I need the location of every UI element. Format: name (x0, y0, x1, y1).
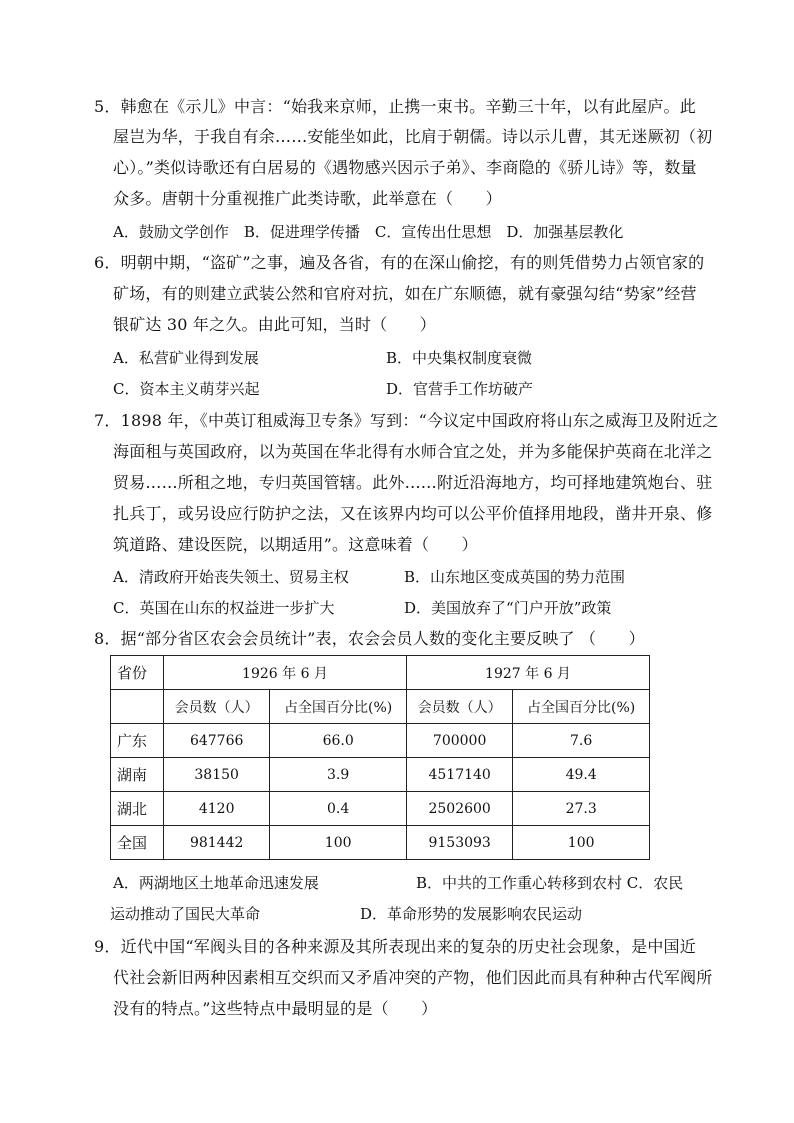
table-subheader-members-1926: 会员数（人） (164, 690, 270, 724)
table-row (111, 826, 650, 860)
table-cell: 4517140 (406, 758, 512, 792)
q5-line-4: 众多。唐朝十分重视推广此类诗歌，此举意在（ ） (113, 189, 502, 208)
q7-line-5: 筑道路、建设医院，以期适用”。这意味着（ ） (113, 535, 478, 554)
table-cell-province: 湖北 (111, 792, 164, 826)
table-cell: 27.3 (513, 792, 650, 826)
q7-line-1: 7．1898 年，《中英订租威海卫专条》写到：“今议定中国政府将山东之威海卫及附近之 (94, 411, 719, 430)
q6-option-a: A．私营矿业得到发展 (113, 349, 259, 367)
q5-options: A．鼓励文学创作 B．促进理学传播 C．宣传出仕思想 D．加强基层教化 (113, 223, 624, 241)
table-cell: 100 (513, 826, 650, 860)
q8-option-a: A．两湖地区土地革命迅速发展 (113, 874, 319, 892)
q9-line-3: 没有的特点。”这些特点中最明显的是（ ） (113, 999, 438, 1018)
table-header-province: 省份 (111, 656, 164, 690)
member-stats-table (110, 655, 650, 860)
q6-option-c: C．资本主义萌芽兴起 (113, 380, 260, 398)
q8-option-d: D．革命形势的发展影响农民运动 (360, 905, 583, 923)
table-cell: 100 (270, 826, 407, 860)
q6-line-2: 矿场，有的则建立武装公然和官府对抗，如在广东顺德，就有豪强勾结“势家”经营 (113, 284, 697, 303)
q7-line-4: 扎兵丁，或另设应行防护之法，又在该界内均可以公平价值择用地段，凿井开泉、修 (113, 504, 713, 523)
q6-line-1: 6．明朝中期，“盗矿”之事，遍及各省，有的在深山偷挖，有的则凭借势力占领官家的 (94, 253, 705, 272)
q5-line-1: 5．韩愈在《示儿》中言：“始我来京师，止携一束书。辛勤三十年，以有此屋庐。此 (94, 97, 696, 116)
table-row (111, 792, 650, 826)
q5-line-3: 心）。”类似诗歌还有白居易的《遇物感兴因示子弟》、李商隐的《骄儿诗》等，数量 (113, 158, 697, 177)
table-cell-province: 全国 (111, 826, 164, 860)
q7-option-a: A．清政府开始丧失领土、贸易主权 (113, 568, 349, 586)
table-cell-province: 湖南 (111, 758, 164, 792)
table-row (111, 724, 650, 758)
table-subheader-members-1927: 会员数（人） (406, 690, 512, 724)
q7-option-d: D．美国放弃了“门户开放”政策 (404, 599, 612, 617)
q6-option-b: B．中央集权制度衰微 (386, 349, 533, 367)
table-header-1927: 1927 年 6 月 (406, 656, 649, 690)
q9-line-2: 代社会新旧两种因素相互交织而又矛盾冲突的产物，他们因此而具有种种古代军阀所 (113, 968, 713, 987)
table-cell: 647766 (164, 724, 270, 758)
q8-option-c: 运动推动了国民大革命 (110, 905, 261, 923)
table-cell: 981442 (164, 826, 270, 860)
q5-line-2: 屋岂为华，于我自有余……安能坐如此，比肩于朝儒。诗以示儿曹，其无迷厥初（初 (113, 127, 713, 146)
table-cell: 4120 (164, 792, 270, 826)
table-header-1926: 1926 年 6 月 (164, 656, 407, 690)
table-cell: 2502600 (406, 792, 512, 826)
q7-line-2: 海面租与英国政府，以为英国在华北得有水师合宜之处，并为多能保护英商在北洋之 (113, 442, 713, 461)
q8-stem: 8．据“部分省区农会会员统计”表，农会会员人数的变化主要反映了 （ ） (94, 629, 645, 648)
table-cell: 38150 (164, 758, 270, 792)
table-subheader-percent-1926: 占全国百分比(%) (270, 690, 407, 724)
q8-option-b: B．中共的工作重心转移到农村 C．农民 (416, 874, 684, 892)
q6-option-d: D．官营手工作坊破产 (386, 380, 534, 398)
table-cell: 700000 (406, 724, 512, 758)
table-header-empty (111, 690, 164, 724)
table-cell: 66.0 (270, 724, 407, 758)
table-cell: 9153093 (406, 826, 512, 860)
table-cell: 0.4 (270, 792, 407, 826)
table-cell-province: 广东 (111, 724, 164, 758)
q7-line-3: 贸易……所租之地，专归英国管辖。此外……附近沿海地方，均可择地建筑炮台、驻 (113, 473, 713, 492)
q9-line-1: 9．近代中国“军阀头目的各种来源及其所表现出来的复杂的历史社会现象，是中国近 (94, 937, 696, 956)
table-cell: 7.6 (513, 724, 650, 758)
table-cell: 3.9 (270, 758, 407, 792)
q6-line-3: 银矿达 30 年之久。由此可知，当时（ ） (113, 315, 436, 334)
q7-option-c: C．英国在山东的权益进一步扩大 (113, 599, 335, 617)
table-row (111, 758, 650, 792)
q7-option-b: B．山东地区变成英国的势力范围 (404, 568, 626, 586)
table-subheader-percent-1927: 占全国百分比(%) (513, 690, 650, 724)
table-cell: 49.4 (513, 758, 650, 792)
